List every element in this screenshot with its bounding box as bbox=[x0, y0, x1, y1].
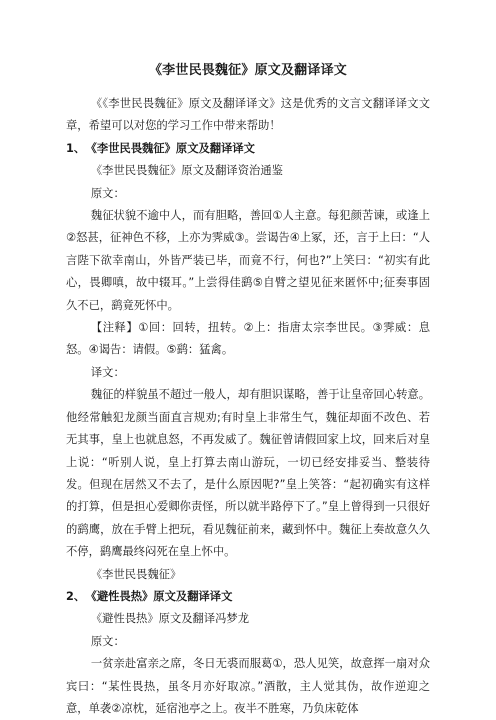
section-2-subtitle: 《避性畏热》原文及翻译冯梦龙 bbox=[90, 612, 250, 626]
section-1-title: 《李世民畏魏征》原文及翻译译文 bbox=[91, 141, 255, 155]
section-2-heading bbox=[66, 586, 430, 608]
section-1-heading bbox=[66, 138, 430, 160]
intro-paragraph: 《《李世民畏魏征》原文及翻译译文》这是优秀的文言文翻译译文文章，希望可以对您的学习工作中带来帮助！ bbox=[66, 97, 430, 133]
section-1-original-label: 原文： bbox=[90, 186, 125, 200]
section-2-original-text: 一贫亲赴富亲之席，冬日无裘而服葛①，恐人见笑，故意挥一扇对众宾曰：“某性畏热，虽冬月亦好取凉。”酒散，主人觉其伪，故作逆迎之意，单袭②凉枕，延宿池亭之上。夜半不胜寒，乃负床乾体 bbox=[66, 657, 430, 715]
section-2-number: 2、 bbox=[66, 589, 86, 603]
section-1-original-text: 魏征状貌不逾中人，而有胆略，善回①人主意。每犯颜苦谏，或逢上②怒甚，征神色不移，上亦为霁威③。尝谒告④上冢，还，言于上曰：“人言陛下欲幸南山，外皆严装已毕，而竟不行，何也?”上笑曰：“初实有此心，畏卿嗔，故中辍耳。”上尝得佳鹞⑤自臂之望见征来匿怀中;征奏事固久不已，鹞竟死怀中。 bbox=[66, 209, 430, 312]
section-2-original-label: 原文： bbox=[90, 634, 125, 648]
section-2-title: 《避性畏热》原文及翻译译文 bbox=[91, 589, 233, 603]
section-1-translation-text: 魏征的样貌虽不超过一般人，却有胆识谋略，善于让皇帝回心转意。他经常触犯龙颜当面直言规劝;有时皇上非常生气，魏征却面不改色、若无其事，皇上也就息怒，不再发威了。魏征曾请假回家上坟，回来后对皇上说：“听别人说，皇上打算去南山游玩，一切已经安排妥当、整装待发。但现在居然又不去了，是什么原因呢?”皇上笑答：“起初确实有这样的打算，但是担心爱卿你责怪，所以就半路停下了。”皇上曾得到一只很好的鹞鹰，放在手臂上把玩，看见魏征前来，藏到怀中。魏征上奏故意久久不停，鹞鹰最终闷死在皇上怀中。 bbox=[66, 388, 430, 559]
section-1-number: 1、 bbox=[66, 141, 86, 155]
section-1-notes: 【注释】①回：回转，扭转。②上：指唐太宗李世民。③霁威：息怒。④谒告：请假。⑤鹞：猛禽。 bbox=[66, 321, 430, 357]
section-1-translation-label: 译文： bbox=[90, 365, 125, 379]
section-1-trailer: 《李世民畏魏征》 bbox=[90, 567, 182, 581]
document-title: 《李世民畏魏征》原文及翻译译文 bbox=[148, 63, 347, 78]
section-1-subtitle: 《李世民畏魏征》原文及翻译资治通鉴 bbox=[90, 164, 283, 178]
